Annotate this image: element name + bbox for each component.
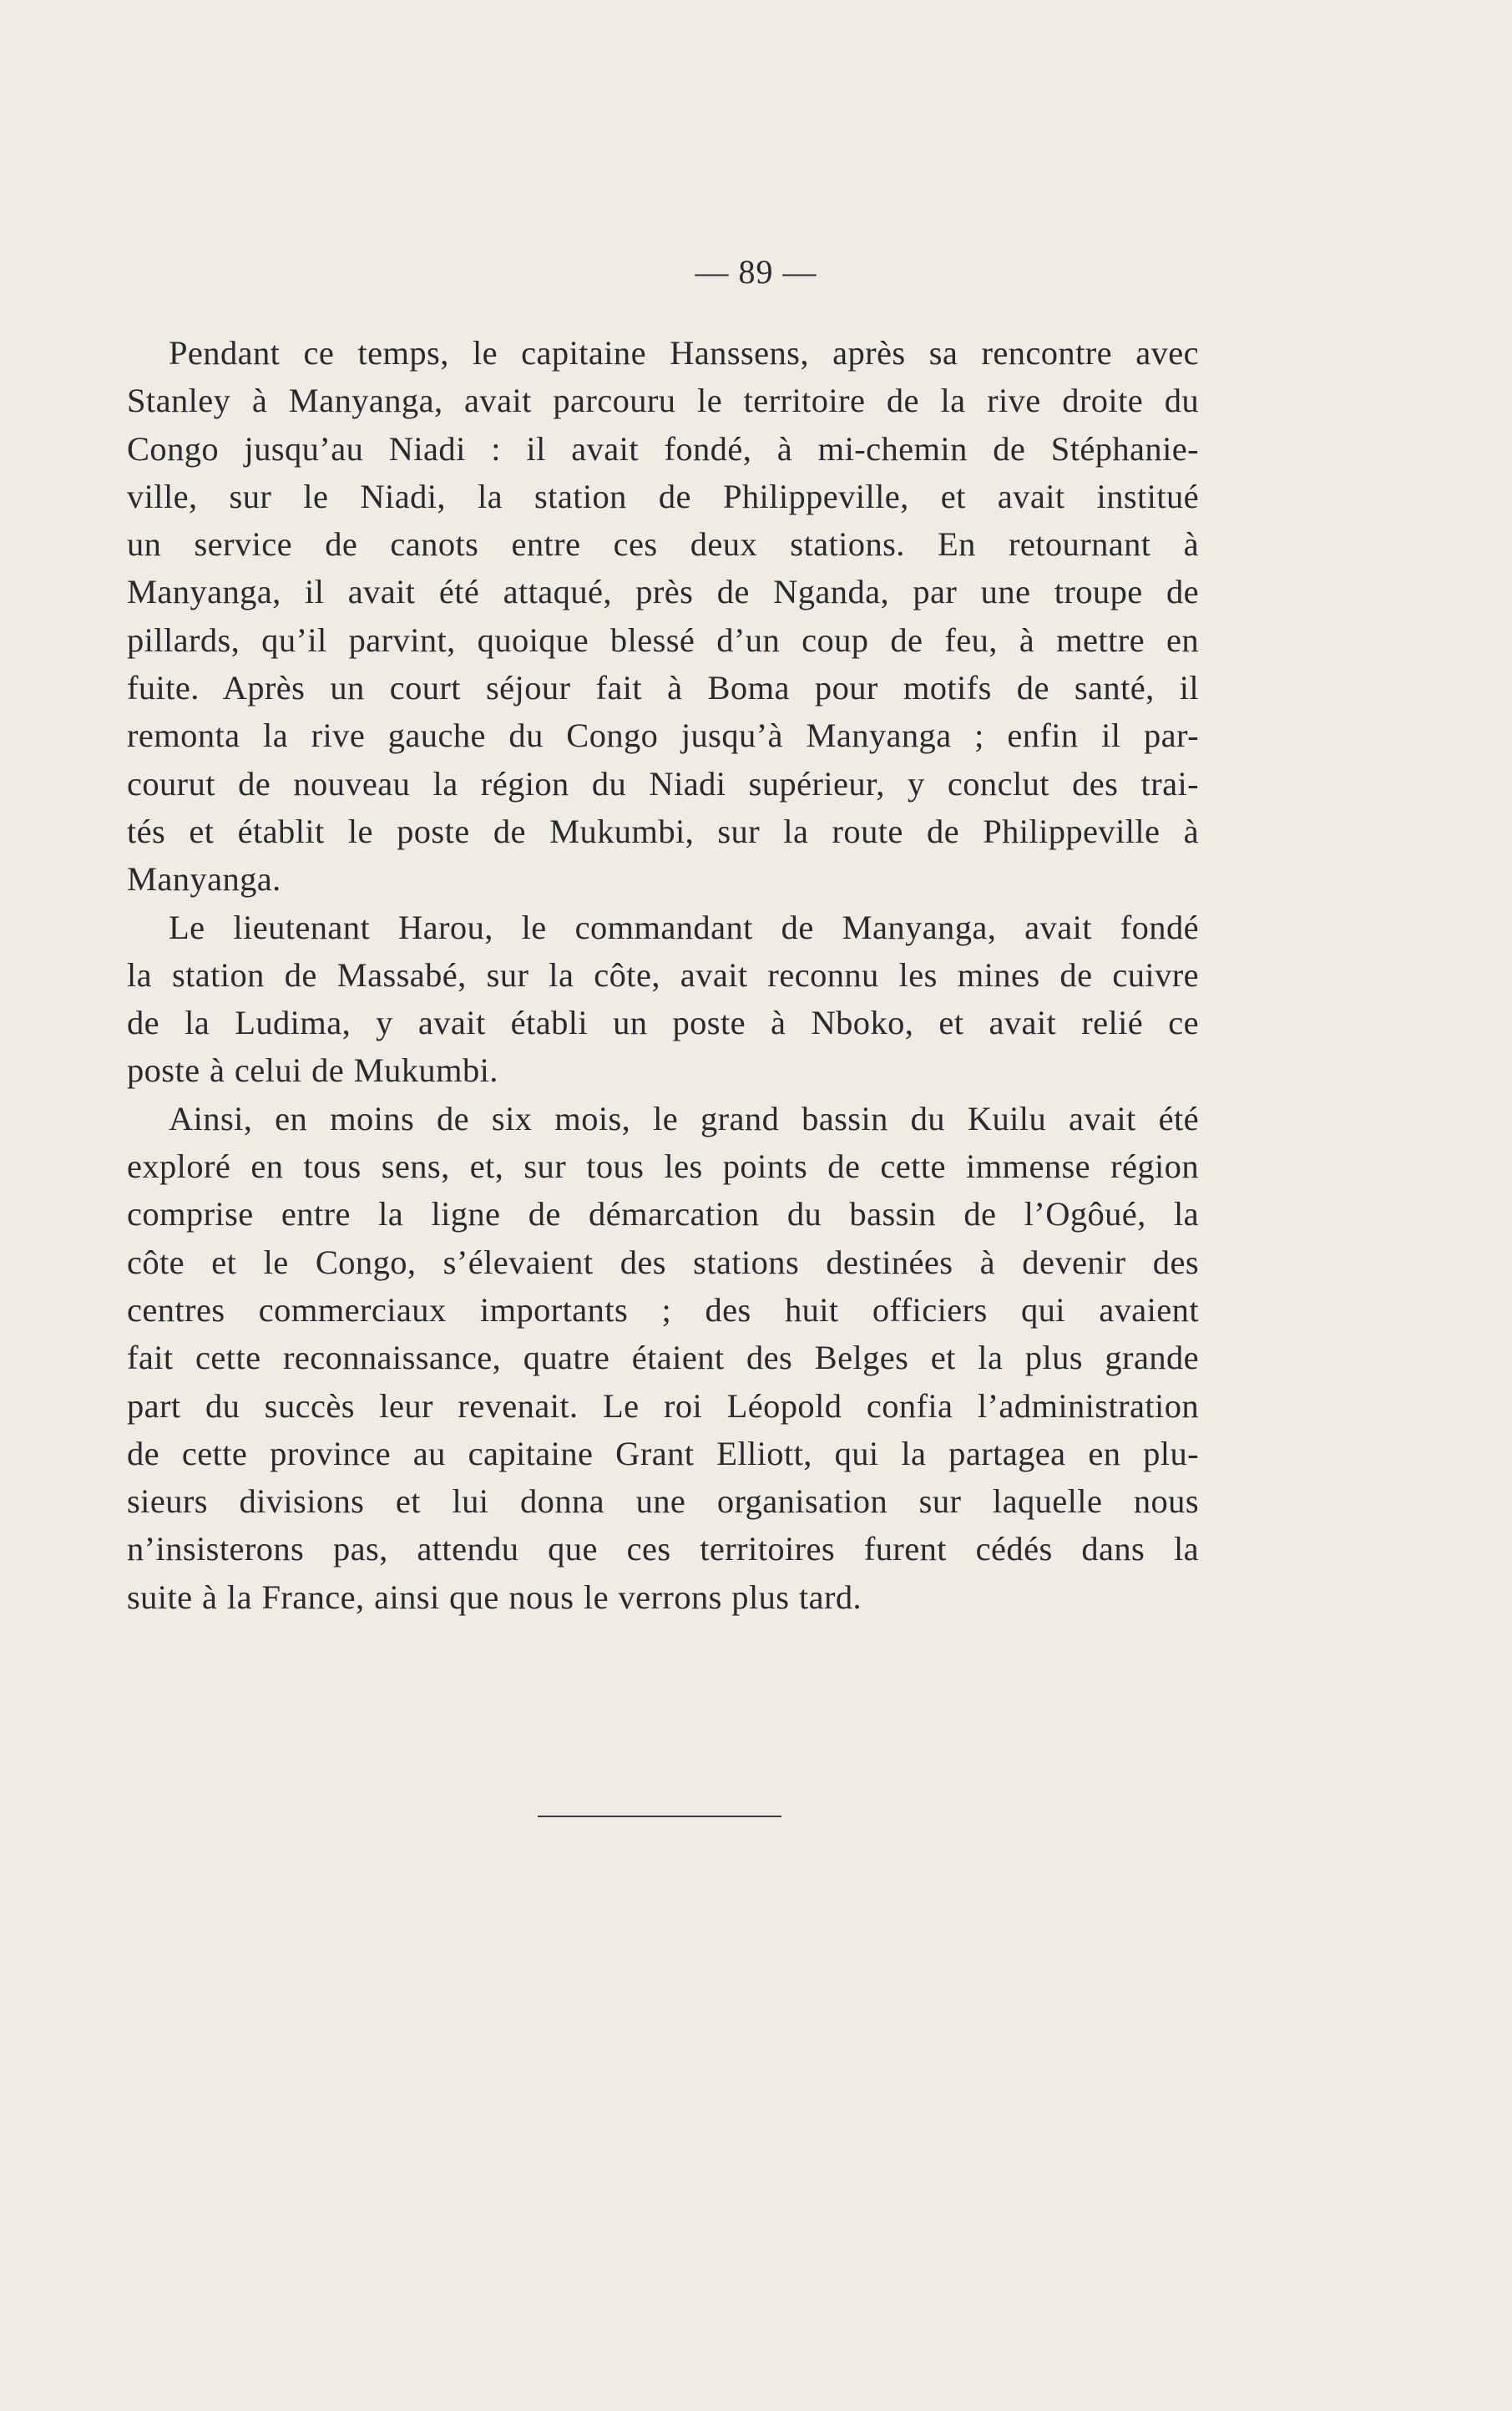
text-line: Manyanga, il avait été attaqué, près de Nganda, par une troupe de xyxy=(127,573,1199,611)
text-line: exploré en tous sens, et, sur tous les points de cette immense région xyxy=(127,1147,1199,1186)
text-line: Congo jusqu’au Niadi : il avait fondé, à mi-chemin de Stéphanie- xyxy=(127,429,1199,468)
text-line: Pendant ce temps, le capitaine Hanssens, après sa rencontre avec xyxy=(169,334,1199,372)
text-line: n’insisterons pas, attendu que ces territoires furent cédés dans la xyxy=(127,1530,1199,1568)
text-line: Le lieutenant Harou, le commandant de Manyanga, avait fondé xyxy=(169,908,1199,946)
text-line: ville, sur le Niadi, la station de Philippeville, et avait institué xyxy=(127,477,1199,515)
text-line: Stanley à Manyanga, avait parcouru le territoire de la rive droite du xyxy=(127,382,1199,420)
text-line: sieurs divisions et lui donna une organisation sur laquelle nous xyxy=(127,1482,1199,1521)
text-line: centres commerciaux importants ; des huit officiers qui avaient xyxy=(127,1290,1199,1329)
text-line: fuite. Après un court séjour fait à Boma pour motifs de santé, il xyxy=(127,669,1199,707)
paragraph-1 xyxy=(127,329,1199,904)
text-line: la station de Massabé, sur la côte, avait reconnu les mines de cuivre xyxy=(127,955,1199,994)
text-line: Ainsi, en moins de six mois, le grand bassin du Kuilu avait été xyxy=(169,1099,1199,1137)
text-line: côte et le Congo, s’élevaient des stations destinées à devenir des xyxy=(127,1243,1199,1281)
text-line: courut de nouveau la région du Niadi supérieur, y conclut des trai- xyxy=(127,764,1199,803)
text-line: de cette province au capitaine Grant Elliott, qui la partagea en plu- xyxy=(127,1434,1199,1472)
text-line: un service de canots entre ces deux stations. En retournant à xyxy=(127,525,1199,564)
text-line: part du succès leur revenait. Le roi Léopold confia l’administration xyxy=(127,1386,1199,1425)
section-divider xyxy=(538,1816,781,1817)
text-line: Manyanga. xyxy=(127,860,281,899)
paragraph-2 xyxy=(127,904,1199,1095)
text-line: fait cette reconnaissance, quatre étaient des Belges et la plus grande xyxy=(127,1339,1199,1377)
page-number: — 89 — xyxy=(695,253,817,291)
text-line: suite à la France, ainsi que nous le verrons plus tard. xyxy=(127,1578,862,1616)
paragraph-3 xyxy=(127,1095,1199,1621)
text-line: remonta la rive gauche du Congo jusqu’à Manyanga ; enfin il par- xyxy=(127,717,1199,755)
text-line: poste à celui de Mukumbi. xyxy=(127,1051,498,1090)
body-text xyxy=(127,329,1199,1621)
text-line: pillards, qu’il parvint, quoique blessé d’un coup de feu, à mettre en xyxy=(127,620,1199,659)
text-line: de la Ludima, y avait établi un poste à Nboko, et avait relié ce xyxy=(127,1004,1199,1042)
text-line: comprise entre la ligne de démarcation du bassin de l’Ogôué, la xyxy=(127,1195,1199,1233)
text-line: tés et établit le poste de Mukumbi, sur la route de Philippeville à xyxy=(127,812,1199,850)
